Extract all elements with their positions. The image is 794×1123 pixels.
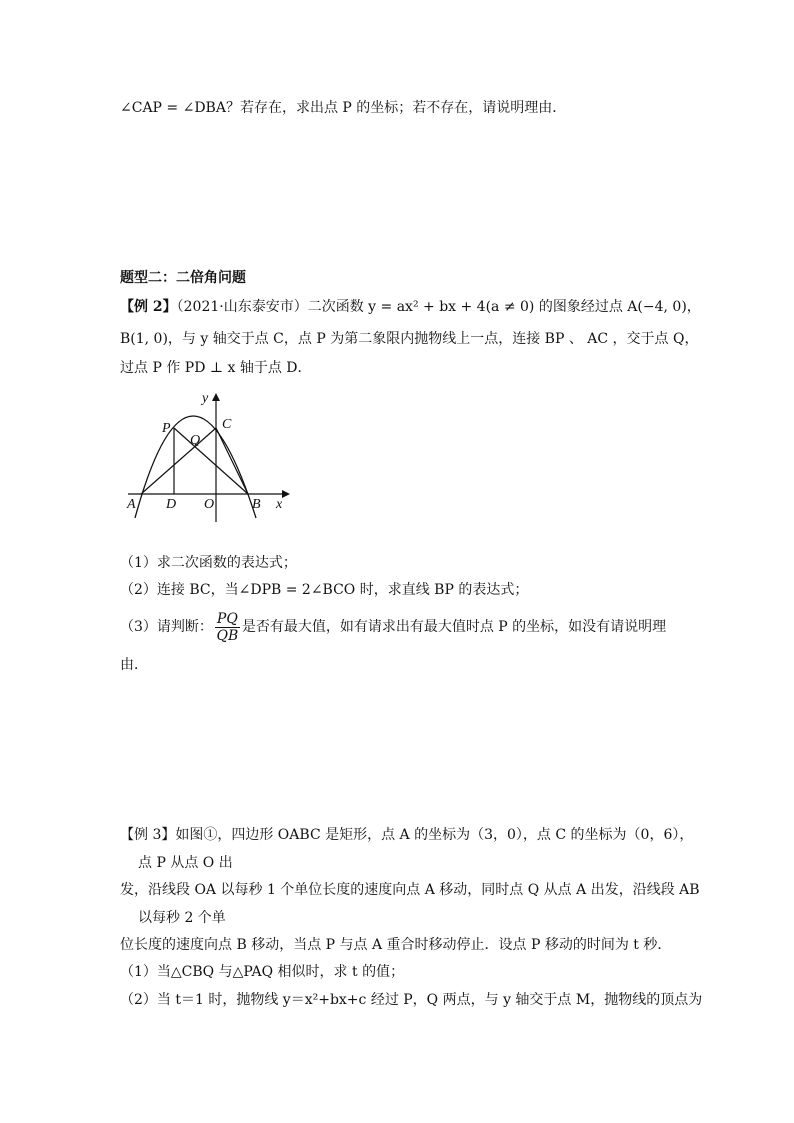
section-heading: 题型二：二倍角问题	[120, 270, 246, 286]
example2-source: （2021·山东泰安市）	[176, 299, 308, 315]
label-C: C	[222, 417, 232, 432]
parabola-figure	[120, 384, 300, 524]
q3-fraction-num: PQ	[216, 610, 238, 627]
parabola-curve	[135, 416, 256, 518]
example2-q1: （1）求二次函数的表达式；	[120, 555, 297, 571]
q3-fraction-den: QB	[216, 627, 239, 644]
segment-AC	[141, 428, 216, 494]
example2-text1: 二次函数 y = ax² + bx + 4(a ≠ 0) 的图象经过点 A(−4, 0)，	[307, 299, 701, 315]
example3-line2: 点 P 从点 O 出	[138, 855, 233, 871]
label-x: x	[276, 497, 283, 512]
segment-PB	[174, 428, 248, 494]
label-A: A	[127, 497, 136, 512]
x-axis-arrow	[282, 490, 290, 498]
example3-line5: 位长度的速度向点 B 移动，当点 P 与点 A 重合时移动停止．设点 P 移动的时间为 t 秒．	[120, 937, 672, 953]
segment-CB	[216, 428, 248, 494]
example2-q2: （2）连接 BC，当∠DPB = 2∠BCO 时，求直线 BP 的表达式；	[120, 582, 529, 598]
example2-q3-end: 由．	[120, 657, 148, 673]
example3-line1: 【例 3】如图①，四边形 OABC 是矩形，点 A 的坐标为（3，0），点 C 的坐标为（0，6），	[120, 827, 694, 843]
example2-line1	[120, 297, 701, 317]
example2-line3: 过点 P 作 PD ⊥ x 轴于点 D．	[120, 360, 312, 376]
q3-fraction	[215, 611, 240, 644]
label-D: D	[166, 497, 177, 512]
example3-line4: 以每秒 2 个单	[138, 910, 226, 926]
example2-label: 【例 2】	[120, 299, 177, 315]
question-tail: ∠CAP = ∠DBA？若存在，求出点 P 的坐标；若不存在，请说明理由．	[120, 100, 567, 116]
q3-suffix: 是否有最大值，如有请求出有最大值时点 P 的坐标，如没有请说明理	[241, 619, 667, 635]
label-P: P	[162, 421, 171, 436]
y-axis-arrow	[212, 393, 220, 401]
label-O: O	[204, 497, 215, 512]
label-y: y	[202, 391, 209, 406]
label-B: B	[252, 497, 261, 512]
example3-line3: 发，沿线段 OA 以每秒 1 个单位长度的速度向点 A 移动，同时点 Q 从点 A 出发，沿线段 AB	[120, 882, 700, 898]
example2-line2: B(1, 0)，与 y 轴交于点 C，点 P 为第二象限内抛物线上一点，连接 BP 、 AC ，交于点 Q，	[120, 331, 699, 347]
example3-line6: （1）当△CBQ 与△PAQ 相似时，求 t 的值；	[120, 964, 405, 980]
label-Q: Q	[190, 433, 201, 448]
example2-q3	[120, 609, 666, 645]
q3-prefix: （3）请判断：	[120, 619, 213, 635]
example3-line7: （2）当 t＝1 时，抛物线 y＝x²+bx+c 经过 P，Q 两点，与 y 轴交于点 M，抛物线的顶点为	[120, 992, 703, 1008]
